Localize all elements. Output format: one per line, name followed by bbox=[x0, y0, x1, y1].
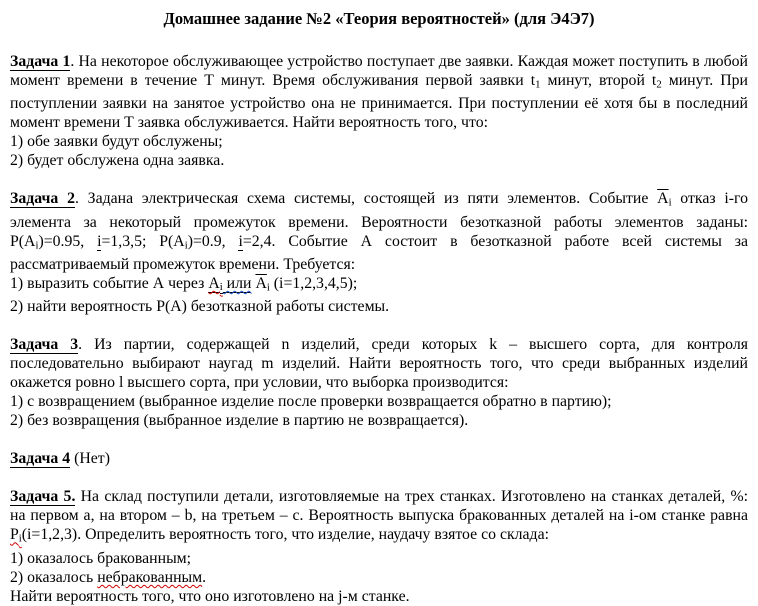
page-title: Домашнее задание №2 «Теория вероятностей» (для Э4Э7) bbox=[163, 9, 595, 28]
text-segment: i bbox=[18, 532, 22, 545]
text-segment: )=0.9, bbox=[187, 232, 239, 250]
task-2-item-1 bbox=[10, 274, 748, 297]
text-segment: 1) с возвращением (выбранное изделие после проверки возвращается обратно в партию); bbox=[10, 393, 612, 411]
text-segment: Задача 1 bbox=[10, 53, 71, 70]
text-segment: . Из партии, содержащей n изделий, среди которых k – высшего сорта, для контроля последовательно выбирают наугад m изделий. Найти вероятность того, что среди выбранных изделий окажется ровно l высшего сорта, при условии, что выборка производится: bbox=[10, 336, 748, 392]
text-segment: 2) оказалось bbox=[10, 568, 98, 586]
text-segment: Задача 2 bbox=[10, 190, 75, 208]
text-segment: небракованным bbox=[97, 568, 203, 586]
task-5-item-2 bbox=[10, 568, 748, 587]
text-segment: i bbox=[184, 239, 188, 252]
task-1-item-2 bbox=[10, 151, 748, 170]
text-segment: 2) будет обслужена одна заявка. bbox=[10, 152, 225, 170]
text-segment: Найти вероятность того, что оно изготовлено на j-м станке. bbox=[10, 587, 410, 605]
text-segment: Задача 3 bbox=[10, 336, 79, 354]
text-segment: (i=1,2,3). Определить вероятность того, что изделие, наудачу взятое со склада: bbox=[21, 526, 549, 544]
text-segment: i bbox=[266, 281, 270, 294]
task-3-item-1 bbox=[10, 392, 748, 411]
text-segment: минут. При поступлении заявки на занятое устройство она не принимается. При поступлении её хотя бы в последний момент времени Т заявка обслуживается. Найти вероятность того, что: bbox=[10, 72, 748, 132]
text-segment: 1) выразить событие А через bbox=[10, 275, 209, 293]
text-segment: $\overline{A}$ bbox=[255, 275, 267, 293]
text-segment: A bbox=[208, 275, 220, 293]
text-segment: i bbox=[219, 281, 223, 294]
text-segment: i bbox=[238, 232, 243, 250]
text-segment: или bbox=[222, 275, 252, 293]
task-5 bbox=[10, 487, 748, 605]
text-segment: минут, второй t bbox=[540, 72, 657, 89]
task-1 bbox=[10, 52, 748, 170]
task-5-body bbox=[10, 487, 748, 548]
text-segment: (i=1,2,3,4,5); bbox=[269, 275, 358, 293]
text-segment: 2) найти вероятность Р(А) безотказной работы системы. bbox=[10, 298, 390, 316]
text-segment: =2,4. Событие А состоит в безотказной работе всей системы за рассматриваемый промежуток времени. Требуется: bbox=[10, 232, 749, 274]
task-2 bbox=[10, 189, 748, 316]
task-3 bbox=[10, 335, 748, 430]
text-segment: i bbox=[97, 232, 102, 250]
text-segment: отказ i-го элемента за некоторый промежуток времени. Вероятности безотказной работы элементов заданы: P(A bbox=[10, 190, 748, 250]
task-4 bbox=[10, 449, 748, 468]
text-segment: На склад поступили детали, изготовляемые на трех станках. Изготовлено на станках деталей, %: на первом a, на втором – b, на третьем – c. Вероятность выпуска бракованных деталей на i-ом станке равна bbox=[10, 488, 748, 525]
task-4-body bbox=[10, 449, 748, 468]
text-segment: i bbox=[668, 196, 672, 209]
text-segment: 1) оказалось бракованным; bbox=[10, 549, 192, 567]
text-segment: . Задана электрическая схема системы, состоящей из пяти элементов. Событие bbox=[74, 190, 658, 208]
text-segment: P bbox=[10, 526, 19, 544]
text-segment: 1) обе заявки будут обслужены; bbox=[10, 133, 223, 151]
text-segment: Задача 5. bbox=[10, 488, 76, 506]
text-segment: . На некоторое обслуживающее устройство поступает две заявки. Каждая может поступить в любой момент времени в течение Т минут. Время обслуживания первой заявки t bbox=[10, 53, 748, 89]
text-segment: Задача 4 bbox=[10, 450, 71, 468]
text-segment: i bbox=[35, 239, 39, 252]
text-segment: (Нет) bbox=[70, 450, 110, 468]
text-segment: 1 bbox=[535, 78, 541, 91]
text-segment: 2) без возвращения (выбранное изделие в партию не возвращается). bbox=[10, 412, 469, 430]
text-segment: )=0.95, bbox=[38, 232, 98, 250]
text-segment: 2 bbox=[656, 78, 662, 91]
task-5-item-1 bbox=[10, 549, 748, 568]
task-3-item-2 bbox=[10, 411, 748, 430]
text-segment: =1,3,5; P(A bbox=[101, 232, 185, 250]
task-3-body bbox=[10, 335, 748, 392]
task-1-body bbox=[10, 52, 748, 132]
task-2-body bbox=[10, 189, 748, 274]
task-2-item-2 bbox=[10, 297, 748, 316]
task-1-item-1 bbox=[10, 132, 748, 151]
text-segment: $\overline{A}$ bbox=[657, 190, 669, 208]
text-segment: . bbox=[202, 568, 207, 586]
